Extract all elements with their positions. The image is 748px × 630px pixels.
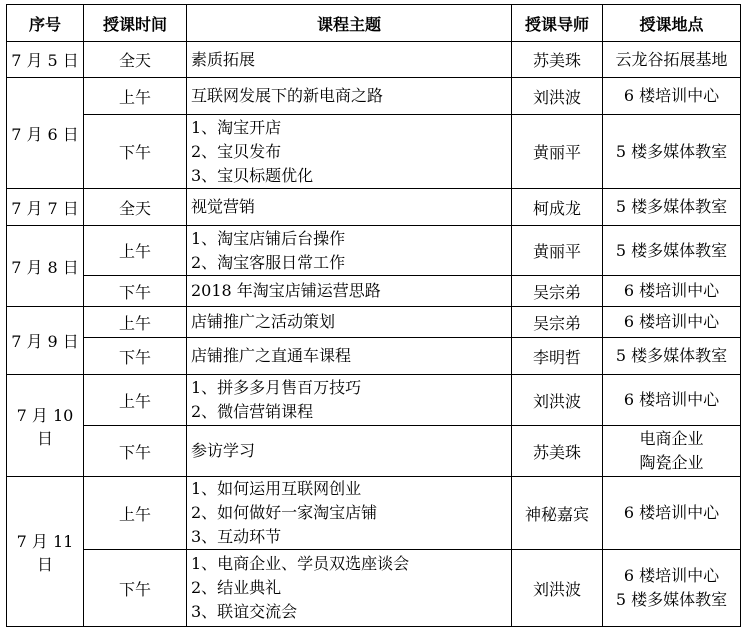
header-row xyxy=(7,5,741,42)
place-line: 电商企业 xyxy=(639,429,704,448)
place-cell xyxy=(603,477,741,550)
topic-line: 互联网发展下的新电商之路 xyxy=(191,86,384,105)
place-line: 陶瓷企业 xyxy=(639,453,704,472)
topic-cell xyxy=(187,338,512,375)
teacher-cell: 黄丽平 xyxy=(512,115,603,189)
place-line: 5 楼多媒体教室 xyxy=(615,590,728,609)
date-cell: 7 月 5 日 xyxy=(7,42,84,78)
table-row xyxy=(7,307,741,338)
topic-cell xyxy=(187,375,512,426)
place-cell xyxy=(603,426,741,477)
date-cell: 7 月 10 日 xyxy=(7,375,84,477)
teacher-cell: 吴宗弟 xyxy=(512,276,603,307)
place-line: 5 楼多媒体教室 xyxy=(615,346,728,365)
time-cell: 全天 xyxy=(84,42,187,78)
place-cell xyxy=(603,550,741,627)
table-row xyxy=(7,550,741,627)
date-cell: 7 月 7 日 xyxy=(7,189,84,226)
topic-line: 素质拓展 xyxy=(191,49,256,69)
schedule-table xyxy=(6,4,741,627)
time-cell: 上午 xyxy=(84,226,187,276)
topic-line: 2、结业典礼 xyxy=(191,578,282,597)
place-cell xyxy=(603,115,741,189)
header-cell-place: 授课地点 xyxy=(603,5,741,42)
header-cell-teacher: 授课导师 xyxy=(512,5,603,42)
place-line: 云龙谷拓展基地 xyxy=(615,49,728,69)
topic-line: 2、微信营销课程 xyxy=(191,402,314,421)
place-cell xyxy=(603,338,741,375)
header-cell-time: 授课时间 xyxy=(84,5,187,42)
topic-line: 2018 年淘宝店铺运营思路 xyxy=(191,281,381,300)
place-cell xyxy=(603,375,741,426)
place-line: 5 楼多媒体教室 xyxy=(615,141,728,161)
table-row xyxy=(7,42,741,78)
table-row xyxy=(7,276,741,307)
teacher-cell: 苏美珠 xyxy=(512,426,603,477)
place-line: 6 楼培训中心 xyxy=(623,86,720,105)
topic-cell xyxy=(187,42,512,78)
teacher-cell: 刘洪波 xyxy=(512,375,603,426)
place-line: 6 楼培训中心 xyxy=(623,390,720,409)
topic-line: 1、淘宝店铺后台操作 xyxy=(191,228,346,248)
date-cell: 7 月 11 日 xyxy=(7,477,84,627)
place-cell xyxy=(603,226,741,276)
topic-line: 3、宝贝标题优化 xyxy=(191,165,314,185)
place-line: 6 楼培训中心 xyxy=(623,312,720,331)
place-cell xyxy=(603,189,741,226)
teacher-cell: 刘洪波 xyxy=(512,78,603,115)
table-row xyxy=(7,477,741,550)
topic-cell xyxy=(187,115,512,189)
topic-cell xyxy=(187,426,512,477)
topic-line: 2、宝贝发布 xyxy=(191,141,282,161)
date-cell: 7 月 6 日 xyxy=(7,78,84,189)
place-line: 5 楼多媒体教室 xyxy=(615,240,728,260)
time-cell: 下午 xyxy=(84,550,187,627)
table-row xyxy=(7,375,741,426)
topic-cell xyxy=(187,550,512,627)
topic-line: 参访学习 xyxy=(191,441,256,460)
header-cell-topic: 课程主题 xyxy=(187,5,512,42)
place-cell xyxy=(603,42,741,78)
place-cell xyxy=(603,78,741,115)
table-row xyxy=(7,426,741,477)
topic-cell xyxy=(187,307,512,338)
time-cell: 下午 xyxy=(84,338,187,375)
time-cell: 下午 xyxy=(84,115,187,189)
topic-cell xyxy=(187,189,512,226)
place-line: 6 楼培训中心 xyxy=(623,566,720,585)
header-cell-index: 序号 xyxy=(7,5,84,42)
time-cell: 上午 xyxy=(84,375,187,426)
teacher-cell: 吴宗弟 xyxy=(512,307,603,338)
topic-line: 1、如何运用互联网创业 xyxy=(191,479,362,498)
topic-cell xyxy=(187,226,512,276)
time-cell: 上午 xyxy=(84,78,187,115)
table-row xyxy=(7,115,741,189)
date-cell: 7 月 9 日 xyxy=(7,307,84,375)
place-cell xyxy=(603,276,741,307)
teacher-cell: 刘洪波 xyxy=(512,550,603,627)
time-cell: 上午 xyxy=(84,477,187,550)
topic-line: 店铺推广之活动策划 xyxy=(191,312,336,331)
teacher-cell: 神秘嘉宾 xyxy=(512,477,603,550)
topic-line: 2、淘宝客服日常工作 xyxy=(191,252,346,272)
time-cell: 上午 xyxy=(84,307,187,338)
topic-line: 1、淘宝开店 xyxy=(191,117,282,137)
time-cell: 全天 xyxy=(84,189,187,226)
topic-line: 1、电商企业、学员双选座谈会 xyxy=(191,554,410,573)
table-row xyxy=(7,78,741,115)
topic-cell xyxy=(187,78,512,115)
topic-line: 1、拼多多月售百万技巧 xyxy=(191,378,362,397)
teacher-cell: 李明哲 xyxy=(512,338,603,375)
topic-line: 视觉营销 xyxy=(191,197,256,216)
table-row xyxy=(7,338,741,375)
topic-line: 2、如何做好一家淘宝店铺 xyxy=(191,503,378,522)
time-cell: 下午 xyxy=(84,276,187,307)
place-line: 6 楼培训中心 xyxy=(623,503,720,522)
topic-line: 3、互动环节 xyxy=(191,527,282,546)
place-line: 5 楼多媒体教室 xyxy=(615,197,728,216)
teacher-cell: 黄丽平 xyxy=(512,226,603,276)
teacher-cell: 苏美珠 xyxy=(512,42,603,78)
topic-cell xyxy=(187,276,512,307)
teacher-cell: 柯成龙 xyxy=(512,189,603,226)
topic-line: 店铺推广之直通车课程 xyxy=(191,346,352,365)
table-row xyxy=(7,226,741,276)
place-cell xyxy=(603,307,741,338)
place-line: 6 楼培训中心 xyxy=(623,281,720,300)
topic-line: 3、联谊交流会 xyxy=(191,602,298,621)
time-cell: 下午 xyxy=(84,426,187,477)
topic-cell xyxy=(187,477,512,550)
table-row xyxy=(7,189,741,226)
date-cell: 7 月 8 日 xyxy=(7,226,84,307)
